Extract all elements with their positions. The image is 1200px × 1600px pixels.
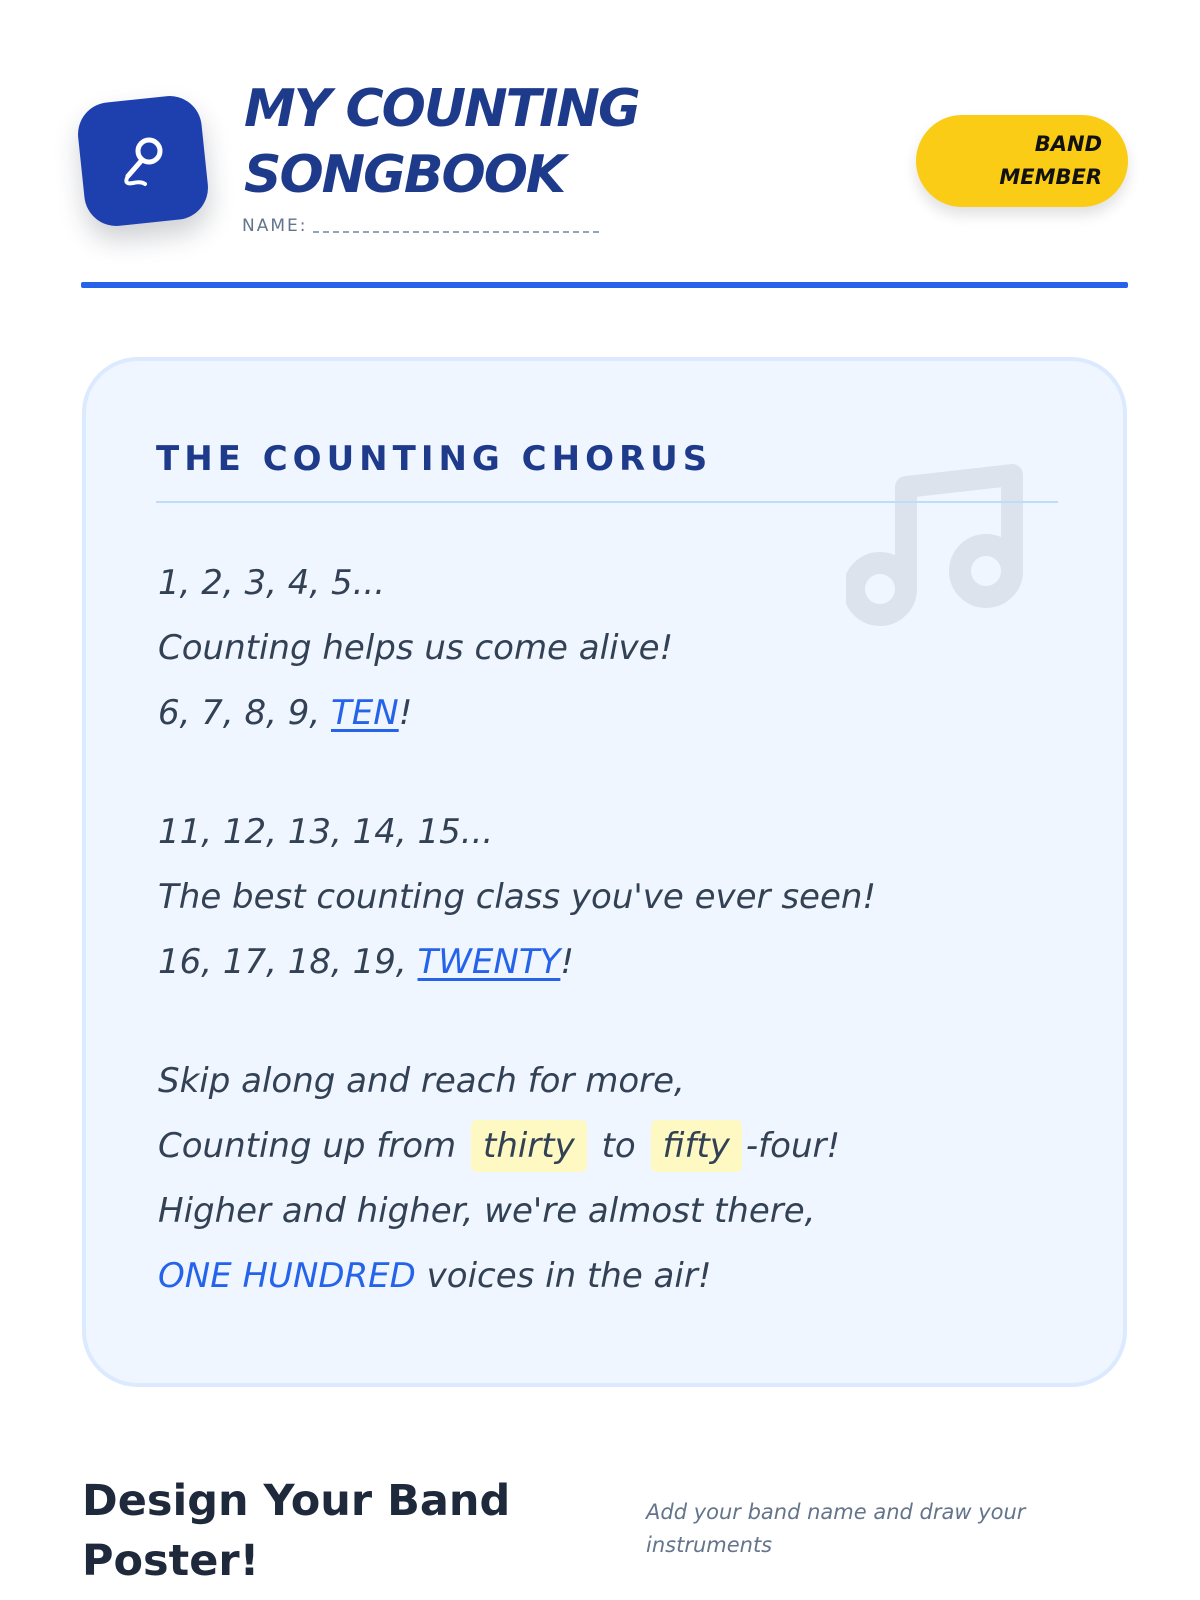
title-line-1: MY COUNTING: [244, 79, 639, 139]
lyric-text: !: [398, 693, 413, 733]
songbook-logo: [75, 93, 211, 229]
lyric-line: [158, 930, 1058, 995]
chorus-title: THE COUNTING CHORUS: [156, 439, 713, 479]
lyric-line: The best counting class you've ever seen!: [158, 877, 877, 917]
highlight-thirty: thirty: [471, 1120, 587, 1172]
badge-line-1: BAND: [1034, 132, 1102, 156]
band-member-badge: [916, 115, 1128, 207]
name-field: [242, 216, 599, 236]
lyric-line: 1, 2, 3, 4, 5...: [158, 563, 386, 603]
highlight-one-hundred: ONE HUNDRED: [158, 1256, 416, 1296]
lyric-text: !: [560, 942, 574, 982]
chorus-lyrics: [158, 551, 1058, 1309]
page-title: [244, 76, 714, 208]
poster-hint: Add your band name and draw your instruments: [646, 1500, 1026, 1557]
lyric-line: [158, 1114, 1058, 1179]
microphone-icon: [111, 129, 175, 193]
lyric-text: Counting up from: [158, 1126, 457, 1166]
lyric-line: Higher and higher, we're almost there,: [158, 1191, 816, 1231]
chorus-title-divider: [156, 501, 1058, 503]
lyric-line: 11, 12, 13, 14, 15...: [158, 812, 494, 852]
highlight-ten: TEN: [331, 693, 399, 733]
badge-line-2: MEMBER: [999, 165, 1102, 189]
header-divider: [81, 282, 1128, 288]
chorus-card: [82, 357, 1127, 1387]
poster-section-title: Design Your Band Poster!: [82, 1476, 511, 1586]
lyric-text: 16, 17, 18, 19,: [158, 942, 418, 982]
highlight-twenty: TWENTY: [417, 942, 561, 982]
lyric-line: Skip along and reach for more,: [158, 1061, 685, 1101]
lyric-text: to: [601, 1126, 636, 1166]
lyric-text: -four!: [745, 1126, 841, 1166]
highlight-fifty: fifty: [651, 1120, 742, 1172]
title-line-2: SONGBOOK: [244, 145, 565, 205]
lyric-text: 6, 7, 8, 9,: [158, 693, 331, 733]
name-label: NAME:: [242, 216, 308, 236]
lyric-text: voices in the air!: [415, 1256, 712, 1296]
lyric-line: Counting helps us come alive!: [158, 628, 674, 668]
lyric-line: [158, 1244, 1058, 1309]
name-blank-line: [313, 231, 599, 233]
lyric-line: [158, 681, 1058, 746]
